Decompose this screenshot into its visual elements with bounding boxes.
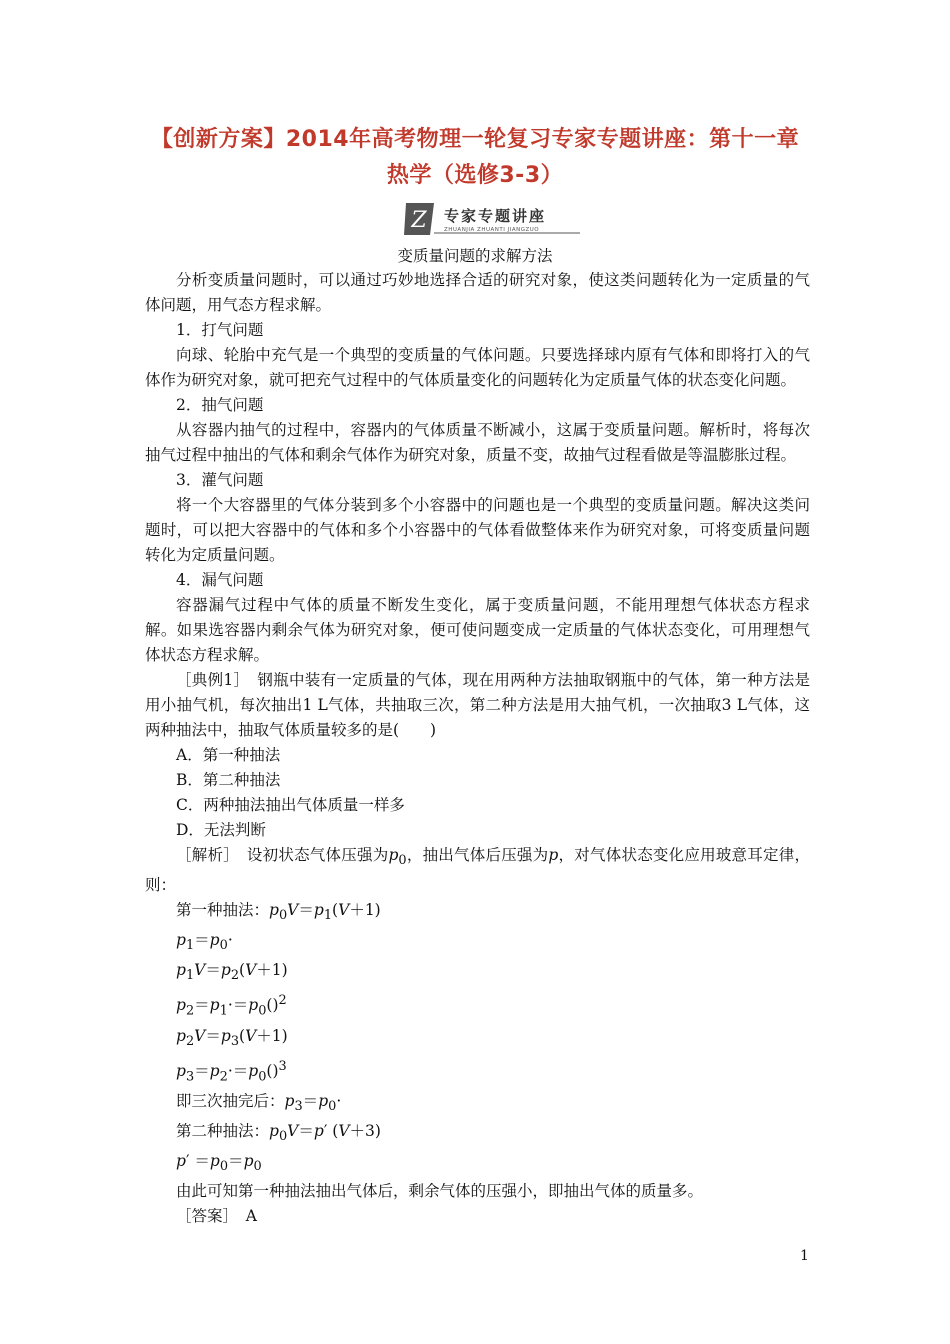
equation-p2: $p_2=p_1\cdot=p_0()^2$ bbox=[176, 993, 287, 1019]
option-d: D．无法判断 bbox=[176, 821, 266, 839]
document-title-line1: 【创新方案】2014年高考物理一轮复习专家专题讲座：第十一章 bbox=[150, 127, 800, 152]
section-subtitle: 变质量问题的求解方法 bbox=[397, 247, 553, 265]
logo-glyph: Z bbox=[411, 208, 427, 233]
equation-p-prime: $p' =p_0=p_0$ bbox=[176, 1152, 262, 1175]
section-4-body: 容器漏气过程中气体的质量不断发生变化，属于变质量问题，不能用理想气体状态方程求解。如果选容器内剩余气体为研究对象，便可使问题变成一定质量的气体状态变化，可用理想气体状态方程求解。 bbox=[145, 596, 810, 664]
equation-after-three: 即三次抽完后：$p_3=p_0\cdot$ bbox=[176, 1091, 342, 1115]
example-1-question: ［典例1］ 钢瓶中装有一定质量的气体，现在用两种方法抽取钢瓶中的气体，第一种方法是用小抽气机，每次抽出1 L气体，共抽取三次，第二种方法是用大抽气机，一次抽取3 L气体，这两种抽法中，抽取气体质量较多的是( ) bbox=[145, 671, 810, 739]
option-b: B．第二种抽法 bbox=[176, 771, 281, 789]
document-title-line2: 热学（选修3-3） bbox=[386, 163, 564, 188]
section-1-body: 向球、轮胎中充气是一个典型的变质量的气体问题。只要选择球内原有气体和即将打入的气体作为研究对象，就可把充气过程中的气体质量变化的问题转化为定质量气体的状态变化问题。 bbox=[145, 346, 810, 389]
option-c: C．两种抽法抽出气体质量一样多 bbox=[176, 796, 405, 814]
conclusion-paragraph: 由此可知第一种抽法抽出气体后，剩余气体的压强小，即抽出气体的质量多。 bbox=[176, 1182, 704, 1201]
equation-p1: $p_1=p_0\cdot$ bbox=[176, 931, 233, 954]
section-3-body: 将一个大容器里的气体分装到多个小容器中的问题也是一个典型的变质量问题。解决这类问题时，可以把大容器中的气体和多个小容器中的气体看做整体来作为研究对象，可将变质量问题转化为定质量问题。 bbox=[145, 496, 810, 564]
page-number: 1 bbox=[800, 1248, 809, 1264]
option-a: A．第一种抽法 bbox=[176, 746, 281, 764]
analysis-paragraph: ［解析］ 设初状态气体压强为$p_0$，抽出气体后压强为p，对气体状态变化应用玻意耳定律，则： bbox=[145, 846, 810, 895]
section-2-body: 从容器内抽气的过程中，容器内的气体质量不断减小，这属于变质量问题。解析时，将每次抽气过程中抽出的气体和剩余气体作为研究对象，质量不变，故抽气过程看做是等温膨胀过程。 bbox=[145, 421, 810, 464]
intro-paragraph: 分析变质量问题时，可以通过巧妙地选择合适的研究对象，使这类问题转化为一定质量的气体问题，用气态方程求解。 bbox=[145, 271, 810, 314]
section-2-heading: 2．抽气问题 bbox=[176, 396, 264, 414]
logo-graphic bbox=[404, 197, 584, 241]
equation-second-method: 第二种抽法：$p_0V=p'$ (V＋3) bbox=[176, 1122, 381, 1145]
section-4-heading: 4．漏气问题 bbox=[176, 571, 264, 589]
equation-p1v: $p_1V=p_2(V+1)$ bbox=[176, 961, 288, 984]
document-body bbox=[145, 268, 810, 1229]
equation-p3: $p_3=p_2\cdot=p_0()^3$ bbox=[176, 1058, 287, 1084]
logo-text: 专家专题讲座 bbox=[444, 207, 547, 225]
section-1-heading: 1．打气问题 bbox=[176, 321, 264, 339]
equation-first-method: 第一种抽法：$p_0V=p_1(V+1)$ bbox=[176, 901, 381, 924]
logo-subtext: ZHUANJIA ZHUANTI JIANGZUO bbox=[444, 227, 540, 233]
answer-line: ［答案］ A bbox=[176, 1207, 257, 1226]
equation-p2v: $p_2V=p_3(V+1)$ bbox=[176, 1026, 288, 1049]
section-3-heading: 3．灌气问题 bbox=[176, 471, 264, 489]
expert-lecture-logo bbox=[404, 197, 584, 241]
